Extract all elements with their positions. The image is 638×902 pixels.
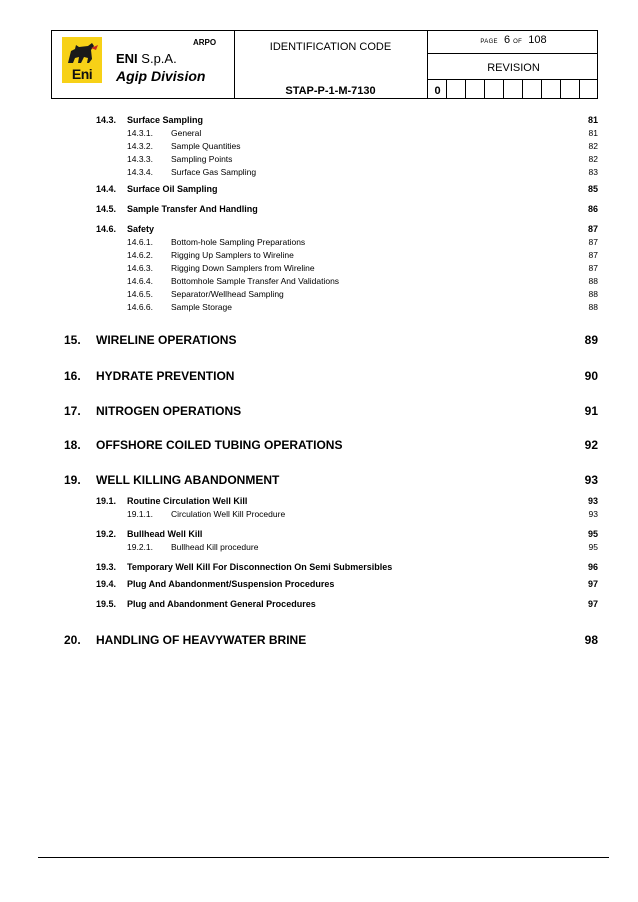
company-name: ENI S.p.A. bbox=[116, 51, 177, 66]
toc-entry-title: HANDLING OF HEAVYWATER BRINE bbox=[96, 633, 307, 647]
toc-entry[interactable] bbox=[0, 154, 638, 165]
revision-value: 0 bbox=[434, 85, 441, 97]
toc-entry-page-number: 88 bbox=[588, 289, 598, 299]
toc-entry-number: 14.6. bbox=[96, 224, 117, 234]
toc-entry-title: Plug and Abandonment General Procedures bbox=[127, 599, 316, 609]
toc-entry-number: 19.4. bbox=[96, 579, 117, 589]
toc-entry[interactable] bbox=[0, 633, 638, 648]
toc-entry-page-number: 87 bbox=[587, 224, 598, 234]
toc-entry-page-number: 95 bbox=[588, 542, 598, 552]
toc-entry-page-number: 93 bbox=[588, 509, 598, 519]
toc-entry-number: 14.5. bbox=[96, 204, 117, 214]
toc-entry[interactable] bbox=[0, 404, 638, 419]
toc-entry-title: Surface Oil Sampling bbox=[127, 184, 218, 194]
toc-entry-page-number: 93 bbox=[584, 473, 598, 487]
toc-entry-number: 14.6.1. bbox=[127, 237, 153, 247]
toc-entry-number: 14.6.3. bbox=[127, 263, 153, 273]
document-header bbox=[51, 30, 598, 99]
toc-entry-page-number: 97 bbox=[587, 579, 598, 589]
toc-entry[interactable] bbox=[0, 529, 638, 540]
toc-entry-title: Sampling Points bbox=[171, 154, 233, 164]
toc-entry-number: 19.1. bbox=[96, 496, 117, 506]
toc-entry-number: 19.3. bbox=[96, 562, 117, 572]
toc-entry[interactable] bbox=[0, 496, 638, 507]
toc-entry-number: 18. bbox=[64, 438, 81, 452]
toc-entry-title: WELL KILLING ABANDONMENT bbox=[96, 473, 280, 487]
toc-entry-title: Safety bbox=[127, 224, 155, 234]
toc-entry[interactable] bbox=[0, 289, 638, 300]
toc-entry-page-number: 83 bbox=[588, 167, 598, 177]
toc-entry-page-number: 86 bbox=[587, 204, 598, 214]
toc-entry-page-number: 87 bbox=[588, 263, 598, 273]
toc-entry-page-number: 96 bbox=[587, 562, 598, 572]
toc-entry-number: 15. bbox=[64, 333, 81, 347]
eni-logo bbox=[62, 37, 102, 83]
toc-entry-number: 16. bbox=[64, 369, 81, 383]
revision-cell-divider bbox=[465, 79, 466, 98]
toc-entry[interactable] bbox=[0, 369, 638, 384]
toc-entry-page-number: 91 bbox=[584, 404, 598, 418]
toc-entry[interactable] bbox=[0, 302, 638, 313]
toc-entry-title: Circulation Well Kill Procedure bbox=[171, 509, 286, 519]
toc-entry-number: 14.3.3. bbox=[127, 154, 153, 164]
department-label: ARPO bbox=[193, 38, 217, 47]
toc-entry-number: 14.3.2. bbox=[127, 141, 153, 151]
toc-entry-number: 14.6.5. bbox=[127, 289, 153, 299]
toc-entry-title: Bullhead Kill procedure bbox=[171, 542, 259, 552]
toc-entry-title: Sample Quantities bbox=[171, 141, 241, 151]
revision-cell-divider bbox=[503, 79, 504, 98]
toc-entry-title: Surface Gas Sampling bbox=[171, 167, 257, 177]
toc-entry-page-number: 88 bbox=[588, 276, 598, 286]
toc-entry-page-number: 97 bbox=[587, 599, 598, 609]
toc-entry[interactable] bbox=[0, 224, 638, 235]
toc-entry-page-number: 81 bbox=[587, 115, 598, 125]
toc-entry-page-number: 81 bbox=[588, 128, 598, 138]
toc-entry[interactable] bbox=[0, 438, 638, 453]
footer-rule bbox=[38, 857, 609, 858]
toc-entry-page-number: 95 bbox=[587, 529, 598, 539]
toc-entry-title: Surface Sampling bbox=[127, 115, 204, 125]
toc-entry-title: Bottom-hole Sampling Preparations bbox=[171, 237, 306, 247]
toc-entry[interactable] bbox=[0, 276, 638, 287]
logo-wordmark: Eni bbox=[71, 66, 93, 82]
toc-entry[interactable] bbox=[0, 562, 638, 573]
toc-entry-title: Separator/Wellhead Sampling bbox=[171, 289, 284, 299]
toc-entry-title: WIRELINE OPERATIONS bbox=[96, 333, 237, 347]
toc-entry[interactable] bbox=[0, 263, 638, 274]
revision-cell-divider bbox=[541, 79, 542, 98]
toc-entry-page-number: 90 bbox=[584, 369, 598, 383]
toc-entry[interactable] bbox=[0, 473, 638, 488]
toc-entry-title: Rigging Up Samplers to Wireline bbox=[171, 250, 294, 260]
toc-entry[interactable] bbox=[0, 579, 638, 590]
toc-entry-title: Temporary Well Kill For Disconnection On Semi Submersibles bbox=[127, 562, 393, 572]
revision-cell-divider bbox=[484, 79, 485, 98]
toc-entry-page-number: 85 bbox=[587, 184, 598, 194]
revision-cell-divider bbox=[560, 79, 561, 98]
toc-entry-page-number: 82 bbox=[588, 154, 598, 164]
toc-entry-page-number: 87 bbox=[588, 250, 598, 260]
header-divider bbox=[427, 79, 597, 80]
toc-entry[interactable] bbox=[0, 333, 638, 348]
toc-entry-number: 14.6.6. bbox=[127, 302, 153, 312]
toc-entry-title: Sample Transfer And Handling bbox=[127, 204, 258, 214]
toc-entry-number: 14.3.4. bbox=[127, 167, 153, 177]
toc-entry-number: 19.1.1. bbox=[127, 509, 153, 519]
toc-entry[interactable] bbox=[0, 237, 638, 248]
toc-entry-number: 14.3. bbox=[96, 115, 117, 125]
toc-entry-page-number: 82 bbox=[588, 141, 598, 151]
revision-label: REVISION bbox=[487, 62, 540, 74]
toc-entry[interactable] bbox=[0, 141, 638, 152]
revision-cell-divider bbox=[522, 79, 523, 98]
toc-entry[interactable] bbox=[0, 115, 638, 126]
toc-entry-number: 17. bbox=[64, 404, 81, 418]
toc-entry-title: HYDRATE PREVENTION bbox=[96, 369, 235, 383]
toc-entry-title: Routine Circulation Well Kill bbox=[127, 496, 248, 506]
toc-entry-page-number: 92 bbox=[584, 438, 598, 452]
toc-entry-title: Bottomhole Sample Transfer And Validations bbox=[171, 276, 340, 286]
toc-entry-number: 19. bbox=[64, 473, 81, 487]
toc-entry-number: 14.6.4. bbox=[127, 276, 153, 286]
toc-entry[interactable] bbox=[0, 599, 638, 610]
toc-entry-number: 19.5. bbox=[96, 599, 117, 609]
toc-entry[interactable] bbox=[0, 542, 638, 553]
toc-entry-number: 19.2. bbox=[96, 529, 117, 539]
header-divider bbox=[427, 53, 597, 54]
toc-entry-page-number: 93 bbox=[587, 496, 598, 506]
toc-entry-number: 19.2.1. bbox=[127, 542, 153, 552]
toc-entry-title: Bullhead Well Kill bbox=[127, 529, 203, 539]
toc-entry-title: Plug And Abandonment/Suspension Procedures bbox=[127, 579, 335, 589]
identification-code: STAP-P-1-M-7130 bbox=[285, 85, 376, 97]
toc-entry-page-number: 89 bbox=[584, 333, 598, 347]
page-indicator: PAGE 6 OF 108 bbox=[480, 34, 547, 46]
revision-cell-divider bbox=[579, 79, 580, 98]
toc-entry-title: Sample Storage bbox=[171, 302, 232, 312]
toc-entry-title: OFFSHORE COILED TUBING OPERATIONS bbox=[96, 438, 343, 452]
toc-entry[interactable] bbox=[0, 204, 638, 215]
toc-entry-number: 14.6.2. bbox=[127, 250, 153, 260]
toc-entry-page-number: 87 bbox=[588, 237, 598, 247]
toc-entry[interactable] bbox=[0, 509, 638, 520]
toc-entry-title: Rigging Down Samplers from Wireline bbox=[171, 263, 315, 273]
division-name: Agip Division bbox=[116, 68, 206, 84]
toc-entry-page-number: 98 bbox=[584, 633, 598, 647]
toc-entry[interactable] bbox=[0, 167, 638, 178]
toc-entry-number: 14.3.1. bbox=[127, 128, 153, 138]
toc-entry-page-number: 88 bbox=[588, 302, 598, 312]
toc-entry-number: 14.4. bbox=[96, 184, 117, 194]
toc-entry-title: General bbox=[171, 128, 202, 138]
toc-entry[interactable] bbox=[0, 128, 638, 139]
toc-entry[interactable] bbox=[0, 250, 638, 261]
toc-entry-number: 20. bbox=[64, 633, 81, 647]
toc-entry-title: NITROGEN OPERATIONS bbox=[96, 404, 242, 418]
identification-code-label: IDENTIFICATION CODE bbox=[269, 41, 392, 53]
toc-entry[interactable] bbox=[0, 184, 638, 195]
